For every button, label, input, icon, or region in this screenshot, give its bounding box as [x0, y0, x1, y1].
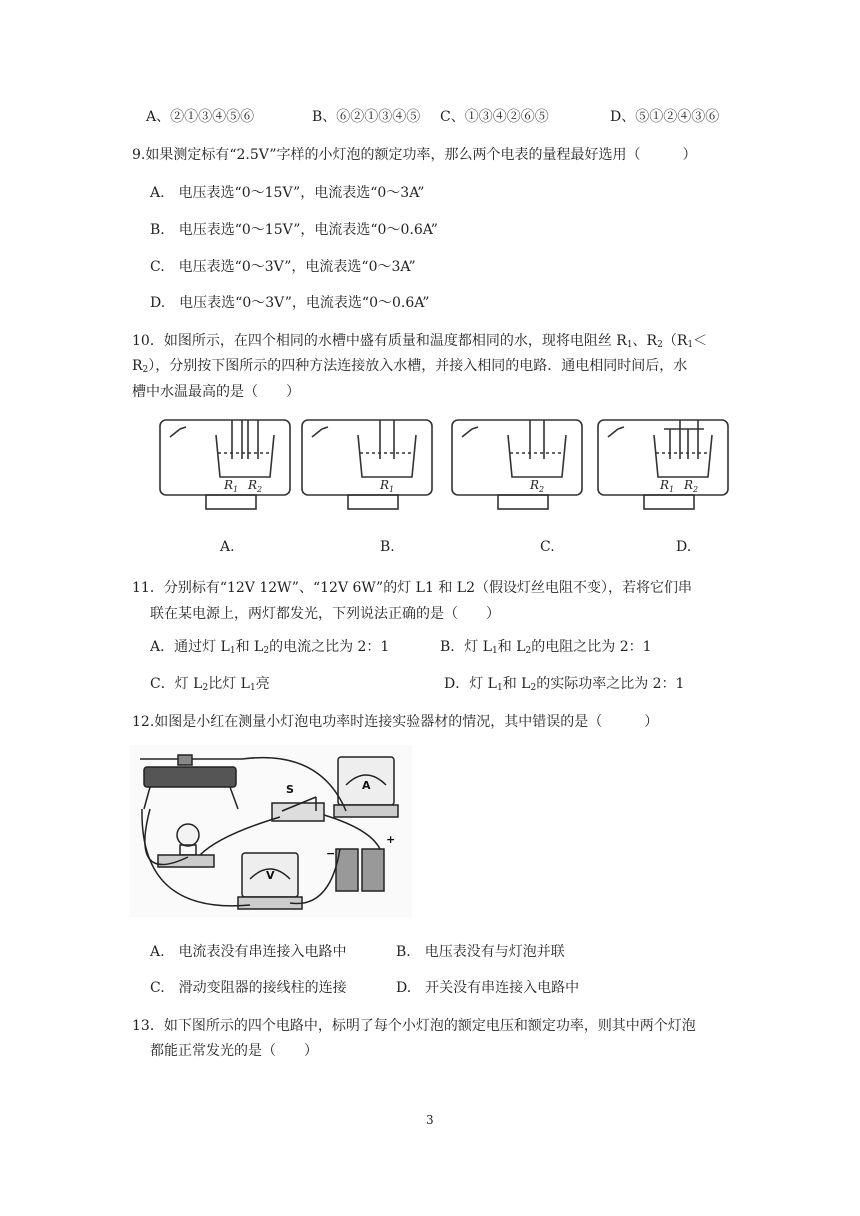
fig-d-r2: $R_2$ — [684, 478, 699, 494]
q10-stem-line1: 10．如图所示，在四个相同的水槽中盛有质量和温度都相同的水，现将电阻丝 $R_1$、$R_2(R_1<$ — [132, 333, 708, 350]
q8-option-d: D、⑤①②④③⑥ — [610, 109, 720, 125]
q11-stem-line1: 11．分别标有“12V 12W”、“12V 6W”的灯 L1 和 L2（假设灯丝电阻不变），若将它们串 — [132, 580, 692, 596]
q9-option-c: C. 电压表选“0～3V”，电流表选“0～3A” — [150, 259, 416, 275]
q10-stem-line2: $R_2$），分别按下图所示的四种方法连接放入水槽，并接入相同的电路．通电相同时间后，水 — [132, 358, 688, 375]
q11-option-c: C．灯 $L_2$比灯 $L_1$亮 — [150, 676, 270, 693]
battery-minus-label: − — [326, 847, 336, 860]
switch-label: S — [286, 783, 294, 796]
q9-option-d: D. 电压表选“0～3V”，电流表选“0～0.6A” — [150, 295, 430, 311]
q10-stem-line3: 槽中水温最高的是（ ） — [132, 384, 300, 400]
voltmeter-label: V — [266, 869, 275, 882]
figure-a-circuit — [160, 420, 290, 509]
q12-stem: 12.如图是小红在测量小灯泡电功率时连接实验器材的情况，其中错误的是（ ） — [132, 714, 659, 730]
figure-c-circuit — [452, 420, 582, 509]
q11-option-b: B．灯 $L_1$和 $L_2$的电阻之比为 2：1 — [440, 639, 652, 656]
q13-stem-line1: 13．如下图所示的四个电路中，标明了每个小灯泡的额定电压和额定功率，则其中两个灯泡 — [132, 1018, 696, 1034]
q11-option-d: D．灯 $L_1$和 $L_2$的实际功率之比为 2：1 — [444, 676, 685, 693]
q12-option-d: D. 开关没有串连接入电路中 — [396, 980, 580, 996]
battery-plus-label: + — [386, 833, 396, 846]
page-number: 3 — [426, 1113, 434, 1127]
q8-option-c: C、①③④②⑥⑤ — [440, 109, 549, 125]
q9-stem: 9.如果测定标有“2.5V”字样的小灯泡的额定功率，那么两个电表的量程最好选用（ ） — [132, 147, 697, 163]
fig-c-r2: $R_2$ — [530, 478, 545, 494]
fig-d-r1: $R_1$ — [660, 478, 675, 494]
fig-label-d: D. — [676, 539, 692, 555]
fig-a-r2: $R_2$ — [248, 478, 263, 494]
q12-option-a: A. 电流表没有串连接入电路中 — [150, 944, 347, 960]
q13-stem-line2: 都能正常发光的是（ ） — [150, 1043, 318, 1059]
q9-option-b: B. 电压表选“0～15V”，电流表选“0～0.6A” — [150, 222, 438, 238]
q8-option-a: A、②①③④⑤⑥ — [146, 109, 255, 125]
figure-b-circuit — [302, 420, 432, 509]
q8-option-b: B、⑥②①③④⑤ — [312, 109, 421, 125]
q12-apparatus-figure — [130, 745, 412, 917]
fig-label-b: B. — [380, 539, 395, 555]
ammeter-label: A — [362, 779, 371, 792]
q10-figures — [158, 415, 738, 517]
q12-option-c: C. 滑动变阻器的接线柱的连接 — [150, 980, 347, 996]
q11-option-a: A．通过灯 $L_1$和 $L_2$的电流之比为 2：1 — [150, 639, 390, 656]
fig-label-a: A. — [220, 539, 235, 555]
fig-label-c: C. — [540, 539, 555, 555]
figure-d-circuit — [598, 420, 728, 509]
fig-b-r1: $R_1$ — [380, 478, 395, 494]
fig-a-r1: $R_1$ — [224, 478, 239, 494]
q9-option-a: A. 电压表选“0～15V”，电流表选“0～3A” — [150, 185, 425, 201]
q12-option-b: B. 电压表没有与灯泡并联 — [396, 944, 565, 960]
q11-stem-line2: 联在某电源上，两灯都发光，下列说法正确的是（ ） — [150, 606, 500, 622]
